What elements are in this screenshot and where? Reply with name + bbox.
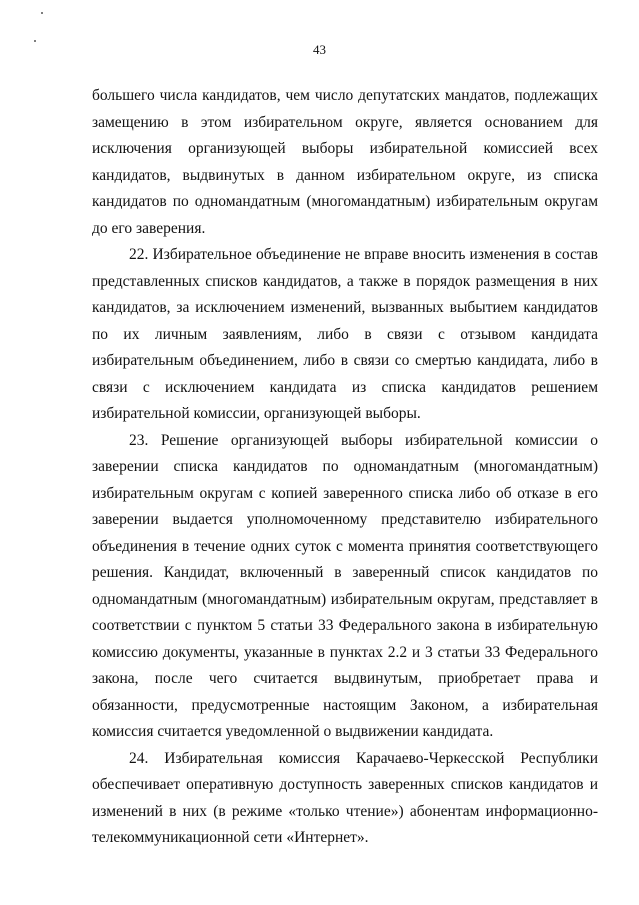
paragraph-item-23: 23. Решение организующей выборы избирательной комиссии о заверении списка кандидатов по одномандатным (многомандатным) избирательным округам с копией заверенного списка либо об отказе в его заверении выдается уполномоченному представителю избирательного объединения в течение одних суток с момента принятия соответствующего решения. Кандидат, включенный в заверенный список кандидатов по одномандатным (многомандатным) избирательным округам, представляет в соответствии с пунктом 5 статьи 33 Федерального закона в избирательную комиссию документы, указанные в пунктах 2.2 и 3 статьи 33 Федерального закона, после чего считается выдвинутым, приобретает права и обязанности, предусмотренные настоящим Законом, а избирательная комиссия считается уведомленной о выдвижении кандидата. bbox=[92, 431, 598, 740]
paragraph-continuation: большего числа кандидатов, чем число депутатских мандатов, подлежащих замещению в этом избирательном округе, является основанием для исключения организующей выборы избирательной комиссией всех кандидатов, выдвинутых в данном избирательном округе, из списка кандидатов по одномандатным (многомандатным) избирательным округам до его заверения. bbox=[92, 87, 598, 237]
page-number: 43 bbox=[313, 42, 326, 57]
paragraph-item-22: 22. Избирательное объединение не вправе вносить изменения в состав представленных списков кандидатов, а также в порядок размещения в них кандидатов, за исключением изменений, вызванных выбытием кандидатов по их личным заявлениям, либо в связи с отзывом кандидата избирательным объединением, либо в связи со смертью кандидата, либо в связи с исключением кандидата из списка кандидатов решением избирательной комиссии, организующей выборы. bbox=[92, 246, 598, 422]
scan-artifact-dot bbox=[41, 12, 43, 14]
document-body bbox=[92, 83, 598, 852]
paragraph-item-24: 24. Избирательная комиссия Карачаево-Черкесской Республики обеспечивает оперативную доступность заверенных списков кандидатов и изменений в них (в режиме «только чтение») абонентам информационно-телекоммуникационной сети «Интернет». bbox=[92, 749, 598, 846]
